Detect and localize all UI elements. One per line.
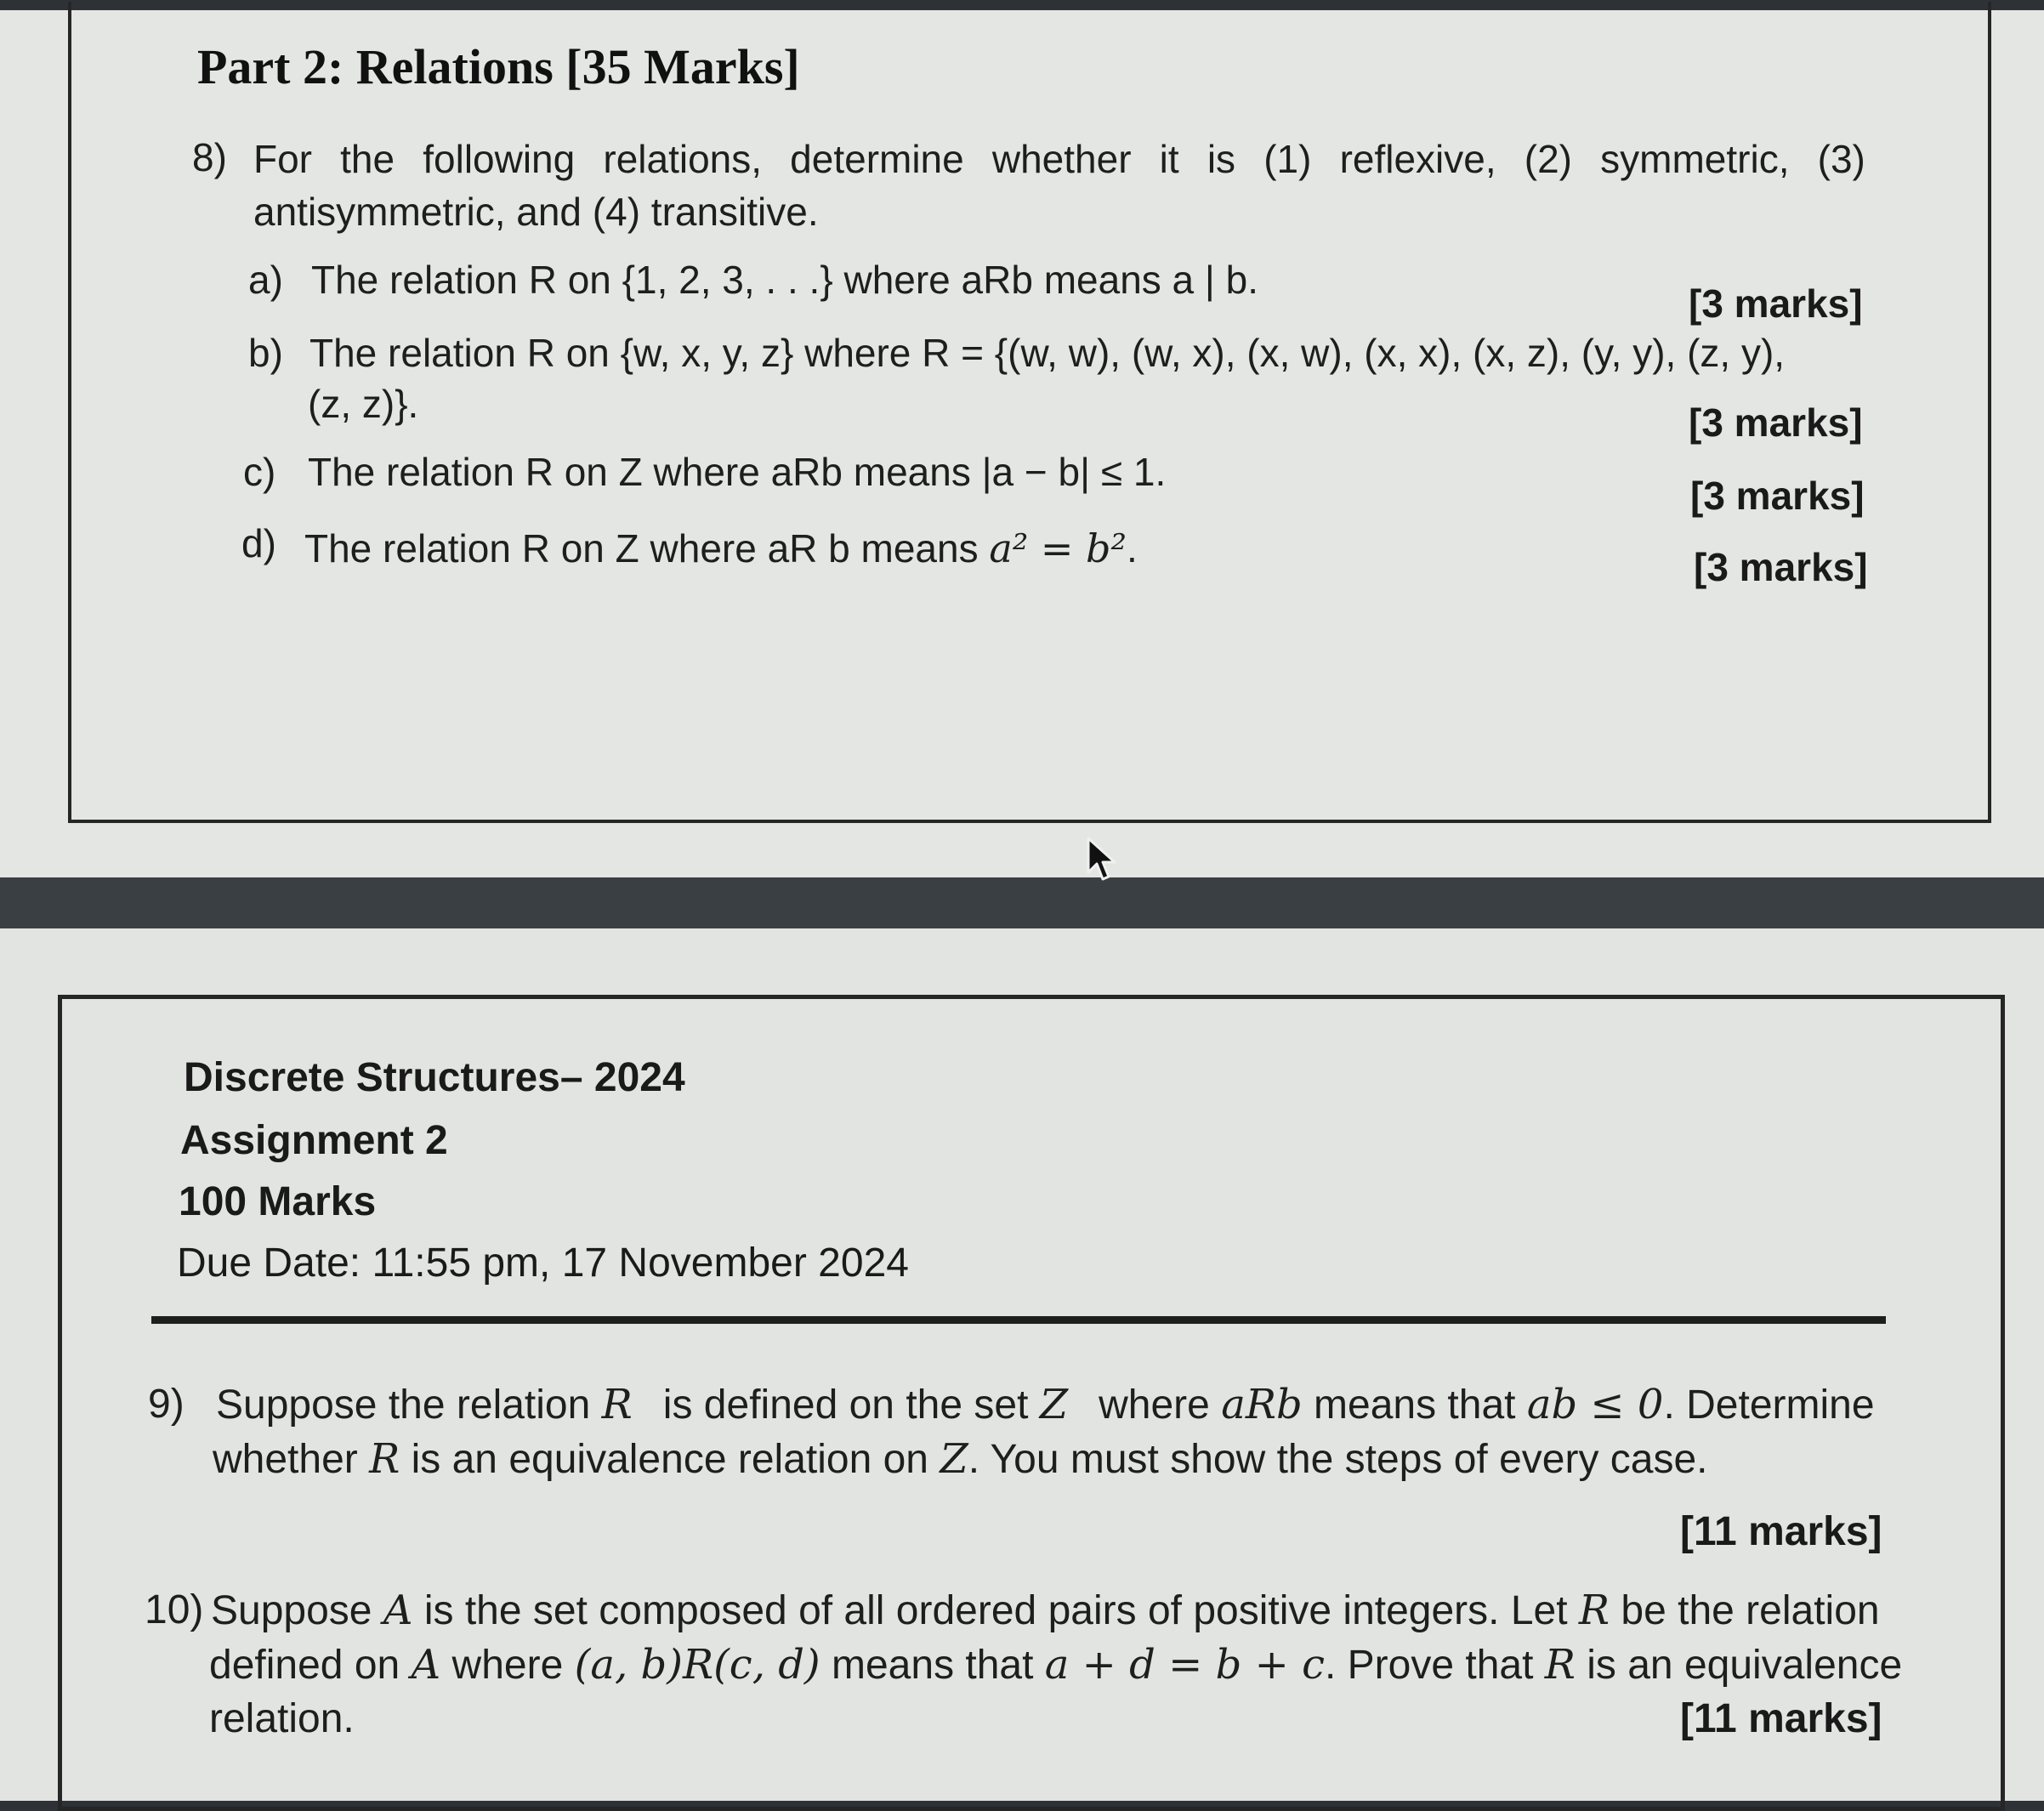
course-title: Discrete Structures– 2024 bbox=[184, 1055, 685, 1100]
q8-line1-word: determine bbox=[790, 137, 964, 181]
q8-line1-word: is bbox=[1207, 137, 1236, 181]
q8b-marks: [3 marks] bbox=[1689, 400, 1863, 445]
q8-number: 8) bbox=[192, 135, 227, 179]
q10-line2: defined on A where (a, b)R(c, d) means that a + d = b + c. Prove that R is an equivalence bbox=[209, 1641, 1903, 1689]
q8b-text: The relation R on {w, x, y, z} where R = {(w, w), (w, x), (x, w), (x, x), (x, z), (y, y), (z, y), bbox=[309, 331, 1786, 375]
q9-line2: whether R is an equivalence relation on Z. You must show the steps of every case. bbox=[213, 1435, 1708, 1483]
total-marks: 100 Marks bbox=[179, 1179, 377, 1224]
q8a-label: a) bbox=[248, 258, 283, 302]
q9-line1: Suppose the relation R is defined on the set Z where aRb means that ab ≤ 0. Determine bbox=[216, 1381, 1875, 1428]
q8-line1 bbox=[253, 139, 1865, 179]
q8-line1-word: (1) bbox=[1263, 137, 1312, 181]
q8c-marks: [3 marks] bbox=[1690, 474, 1865, 518]
assignment-title: Assignment 2 bbox=[180, 1118, 448, 1163]
mouse-cursor-icon bbox=[1085, 837, 1119, 884]
q8d-label: d) bbox=[241, 521, 276, 565]
q8d-math: a² = b² bbox=[989, 525, 1127, 571]
q8-line1-word: it bbox=[1159, 137, 1179, 181]
q8-line2: antisymmetric, and (4) transitive. bbox=[253, 190, 819, 234]
page-gap bbox=[0, 877, 2044, 928]
q8-line1-word: reflexive, bbox=[1339, 137, 1496, 181]
q8-line1-word: whether bbox=[991, 137, 1132, 181]
q9-number: 9) bbox=[148, 1382, 185, 1427]
q8b-label: b) bbox=[248, 331, 283, 375]
q8a-text: The relation R on {1, 2, 3, . . .} where aRb means a | b. bbox=[311, 258, 1259, 302]
q10-line3: relation. bbox=[209, 1696, 355, 1741]
q8d-text: The relation R on Z where aR b means a² = b². bbox=[304, 525, 1138, 571]
q10-number: 10) bbox=[145, 1587, 204, 1632]
q10-line1: Suppose A is the set composed of all ordered pairs of positive integers. Let R be the relation bbox=[211, 1587, 1880, 1634]
q8-line1-word: the bbox=[340, 137, 395, 181]
q8b-text-cont: (z, z)}. bbox=[308, 382, 419, 426]
q8c-text: The relation R on Z where aRb means |a − b| ≤ 1. bbox=[308, 450, 1167, 494]
q8d-marks: [3 marks] bbox=[1694, 545, 1868, 589]
upper-page bbox=[0, 10, 2044, 877]
q8-line1-word: relations, bbox=[603, 137, 763, 181]
q8-line1-word: following bbox=[423, 137, 576, 181]
lower-page bbox=[0, 928, 2044, 1801]
q8-line1-word: (2) bbox=[1524, 137, 1573, 181]
q8a-marks: [3 marks] bbox=[1689, 281, 1863, 326]
q8-line1-word: For bbox=[253, 137, 312, 181]
q9-marks: [11 marks] bbox=[1680, 1509, 1882, 1554]
q8-line1-word: symmetric, bbox=[1600, 137, 1790, 181]
q8-line1-word: (3) bbox=[1817, 137, 1865, 181]
q8c-label: c) bbox=[243, 450, 276, 494]
part-title: Part 2: Relations [35 Marks] bbox=[197, 39, 800, 94]
header-divider bbox=[151, 1316, 1886, 1324]
due-date: Due Date: 11:55 pm, 17 November 2024 bbox=[177, 1240, 909, 1286]
q10-marks: [11 marks] bbox=[1680, 1696, 1882, 1741]
